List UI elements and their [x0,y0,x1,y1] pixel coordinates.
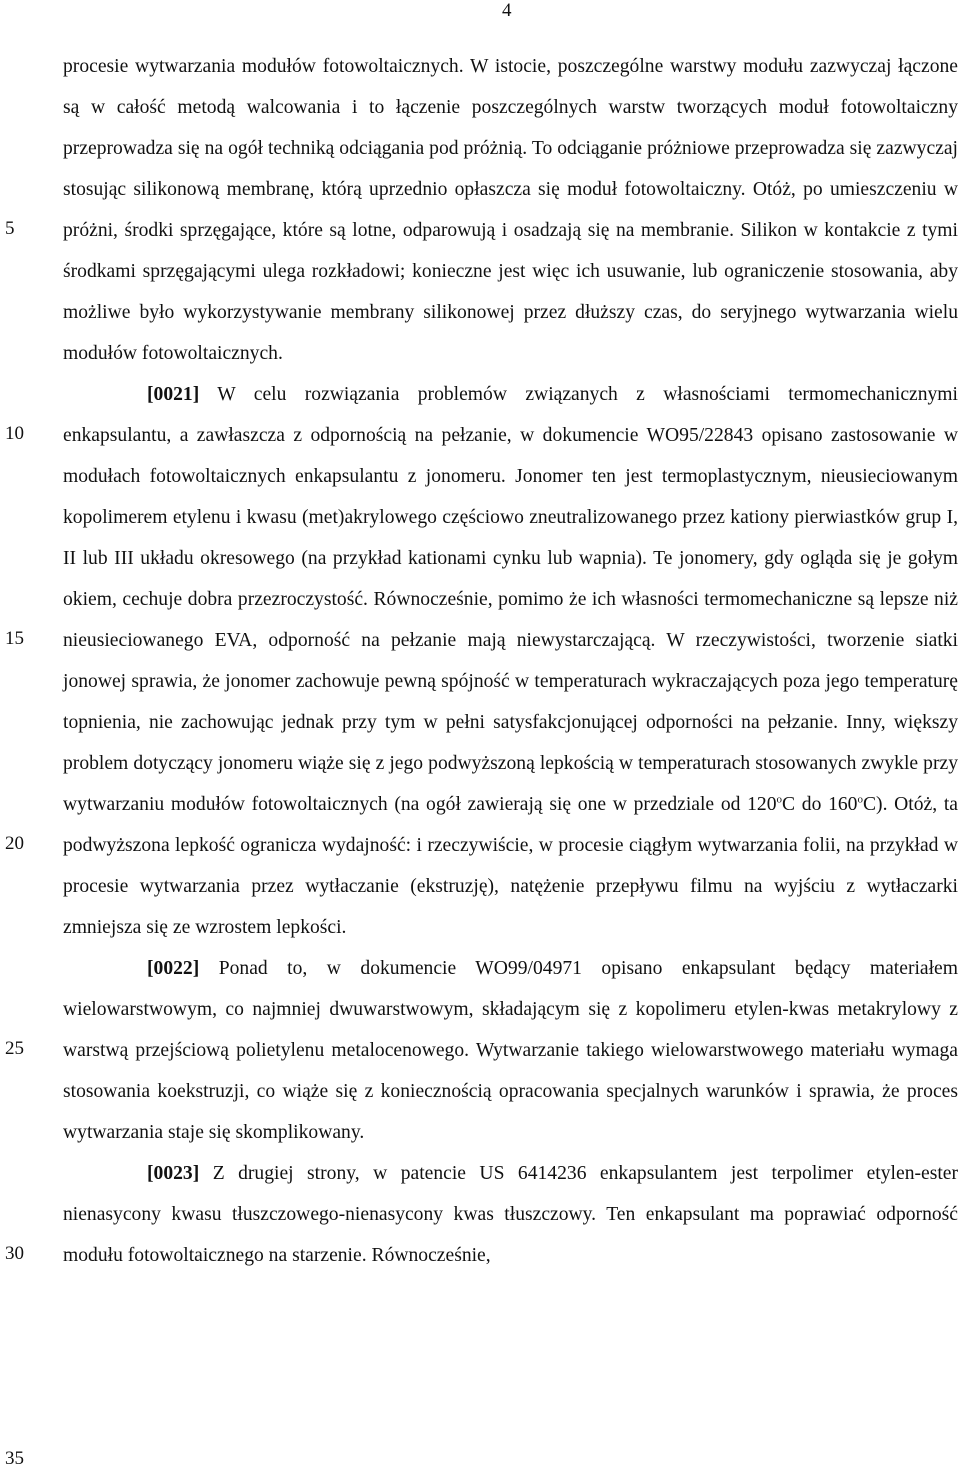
line-number: 20 [5,833,24,854]
paragraph-0023 [63,1153,958,1276]
paragraph-text: Ponad to, w dokumencie WO99/04971 opisano enkapsulant będący materiałem wielowarstwowym, co najmniej dwuwarstwowym, składającym się z kopolimeru etylen-kwas metakrylowy z warstwą przejściową polietylenu metalocenowego. Wytwarzanie takiego wielowarstwowego materiału wymaga stosowania koekstruzji, co wiąże się z koniecznością opracowania specjalnych warunków i sprawia, że proces wytwarzania staje się skomplikowany. [63,958,958,1143]
paragraph-number: [0021] [147,384,200,405]
degree-superscript: o [776,793,783,806]
paragraph-0022 [63,948,958,1153]
line-number: 25 [5,1038,24,1059]
paragraph-text: C do 160 [782,794,858,815]
paragraph-text: Z drugiej strony, w patencie US 6414236 enkapsulantem jest terpolimer etylen-ester nienasycony kwasu tłuszczowego-nienasycony kwas tłuszczowy. Ten enkapsulant ma poprawiać odporność modułu fotowoltaicznego na starzenie. Równocześnie, [63,1163,958,1266]
page-number: 4 [502,0,512,21]
paragraph-continued: procesie wytwarzania modułów fotowoltaicznych. W istocie, poszczególne warstwy modułu zazwyczaj łączone są w całość metodą walcowania i to łączenie poszczególnych warstw tworzących moduł fotowoltaiczny przeprowadza się na ogół techniką odciągania pod próżnią. To odciąganie próżniowe przeprowadza się zazwyczaj stosując silikonową membranę, którą uprzednio opłaszcza się moduł fotowoltaiczny. Otóż, po umieszczeniu w próżni, środki sprzęgające, które są lotne, odparowują i osadzają się na membranie. Silikon w kontakcie z tymi środkami sprzęgającymi ulega rozkładowi; konieczne jest więc ich usuwanie, lub ograniczenie stosowania, aby możliwe było wykorzystywanie membrany silikonowej przez dłuższy czas, do seryjnego wytwarzania wielu modułów fotowoltaicznych. [63,56,958,364]
line-number: 35 [5,1448,24,1469]
degree-superscript: o [857,793,863,806]
paragraph-0021 [63,374,958,948]
line-number: 15 [5,628,24,649]
paragraph-text: W celu rozwiązania problemów związanych z własnościami termomechanicznymi enkapsulantu, a zawłaszcza z odpornością na pełzanie, w dokumencie WO95/22843 opisano zastosowanie w modułach fotowoltaicznych enkapsulantu z jonomeru. Jonomer ten jest termoplastycznym, nieusieciowanym kopolimerem etylenu i kwasu (met)akrylowego częściowo zneutralizowanego przez kationy pierwiastków grup I, II lub III układu okresowego (na przykład kationami cynku lub wapnia). Te jonomery, gdy ogląda się je gołym okiem, cechuje dobra przezroczystość. Równocześnie, pomimo że ich własności termomechaniczne są lepsze niż nieusieciowanego EVA, odporność na pełzanie mają niewystarczającą. W rzeczywistości, tworzenie siatki jonowej sprawia, że jonomer zachowuje pewną spójność w temperaturach wykraczających poza jego temperaturę topnienia, nie zachowując jednak przy tym w pełni satysfakcjonującej odporności na pełzanie. Inny, większy problem dotyczący jonomeru wiąże się z jego podwyższoną lepkością w temperaturach stosowanych zwykle przy wytwarzaniu modułów fotowoltaicznych (na ogół zawierają się one w przedziale od 120 [63,384,958,815]
line-number: 5 [5,218,15,239]
paragraph-number: [0023] [147,1163,200,1184]
line-number: 30 [5,1243,24,1264]
body-text [63,46,958,1276]
line-number: 10 [5,423,24,444]
paragraph-number: [0022] [147,958,200,979]
paragraph-text: C). Otóż, ta podwyższona lepkość ogranicza wydajność: i rzeczywiście, w procesie ciągłym wytwarzania folii, na przykład w procesie wytwarzania przez wytłaczanie (ekstruzję), natężenie przepływu filmu na wyjściu z wytłaczarki zmniejsza się ze wzrostem lepkości. [63,794,958,938]
